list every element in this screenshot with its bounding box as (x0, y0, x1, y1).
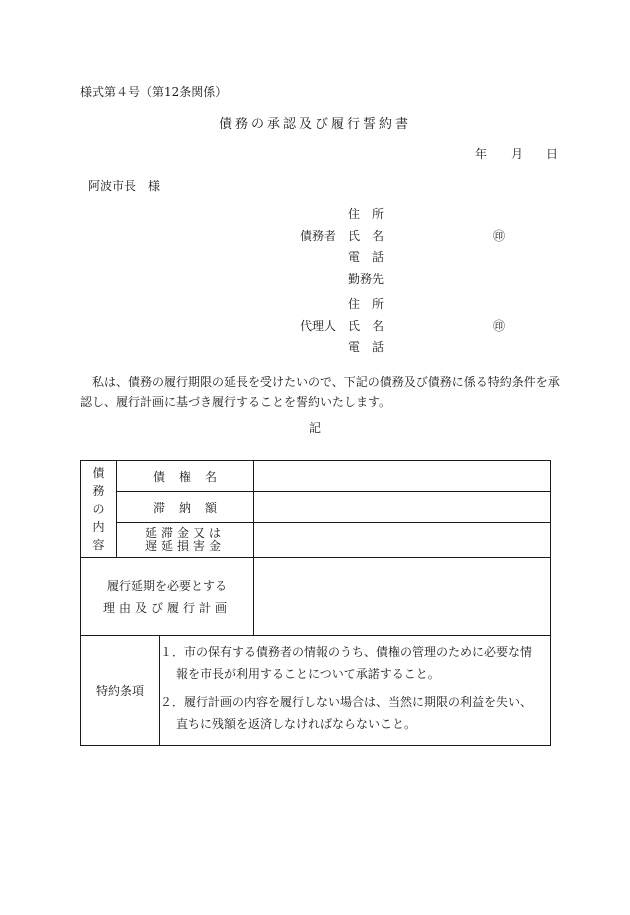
debtor-phone-label: 電 話 (348, 250, 385, 264)
arrears-label: 滞納額 (117, 492, 254, 523)
reason-plan-field[interactable] (254, 558, 551, 636)
reason-plan-label: 履行延期を必要とする 理由及び履行計画 (81, 558, 254, 636)
form-number: 様式第４号（第12条関係） (80, 85, 228, 99)
debt-details-table (80, 460, 551, 746)
clause-1: １．市の保有する債務者の情報のうち、債権の管理のために必要な情 報を市長が利用することについて承諾すること。 (160, 644, 533, 681)
agent-name-label: 氏 名 (348, 319, 385, 333)
date-year: 年 (475, 147, 488, 161)
late-fee-field[interactable] (254, 523, 551, 558)
document-title: 債務の承認及び履行誓約書 (218, 117, 411, 132)
addressee: 阿波市長 様 (88, 179, 161, 193)
debtor-address-label: 住 所 (348, 207, 385, 221)
agent-phone-label: 電 話 (348, 340, 385, 354)
special-terms-clauses (160, 636, 551, 746)
debtor-group-label: 債務者 (300, 229, 337, 243)
pledge-paragraph (80, 372, 560, 412)
date-month: 月 (511, 147, 524, 161)
claim-name-label: 債権名 (117, 461, 254, 492)
ki-heading: 記 (308, 421, 321, 435)
special-terms-label: 特約条項 (81, 636, 160, 746)
debtor-seal-mark: ㊞ (493, 229, 506, 243)
clause-2: ２．履行計画の内容を履行しない場合は、当然に期限の利益を失い、 直ちに残額を返済しなければならないこと。 (160, 694, 533, 731)
debtor-workplace-label: 勤務先 (348, 272, 385, 286)
agent-address-label: 住 所 (348, 297, 385, 311)
agent-seal-mark: ㊞ (493, 319, 506, 333)
debtor-name-label: 氏 名 (348, 229, 385, 243)
late-fee-label: 延滞金又は 遅延損害金 (117, 523, 254, 558)
claim-name-field[interactable] (254, 461, 551, 492)
arrears-field[interactable] (254, 492, 551, 523)
agent-group-label: 代理人 (300, 319, 337, 333)
date-day: 日 (546, 147, 559, 161)
debt-content-header: 債 務 の 内 容 (81, 461, 117, 558)
pledge-line-2: 認し、履行計画に基づき履行することを誓約いたします。 (80, 395, 392, 409)
pledge-line-1: 私は、債務の履行期限の延長を受けたいので、下記の債務及び債務に係る特約条件を承 (92, 375, 560, 389)
